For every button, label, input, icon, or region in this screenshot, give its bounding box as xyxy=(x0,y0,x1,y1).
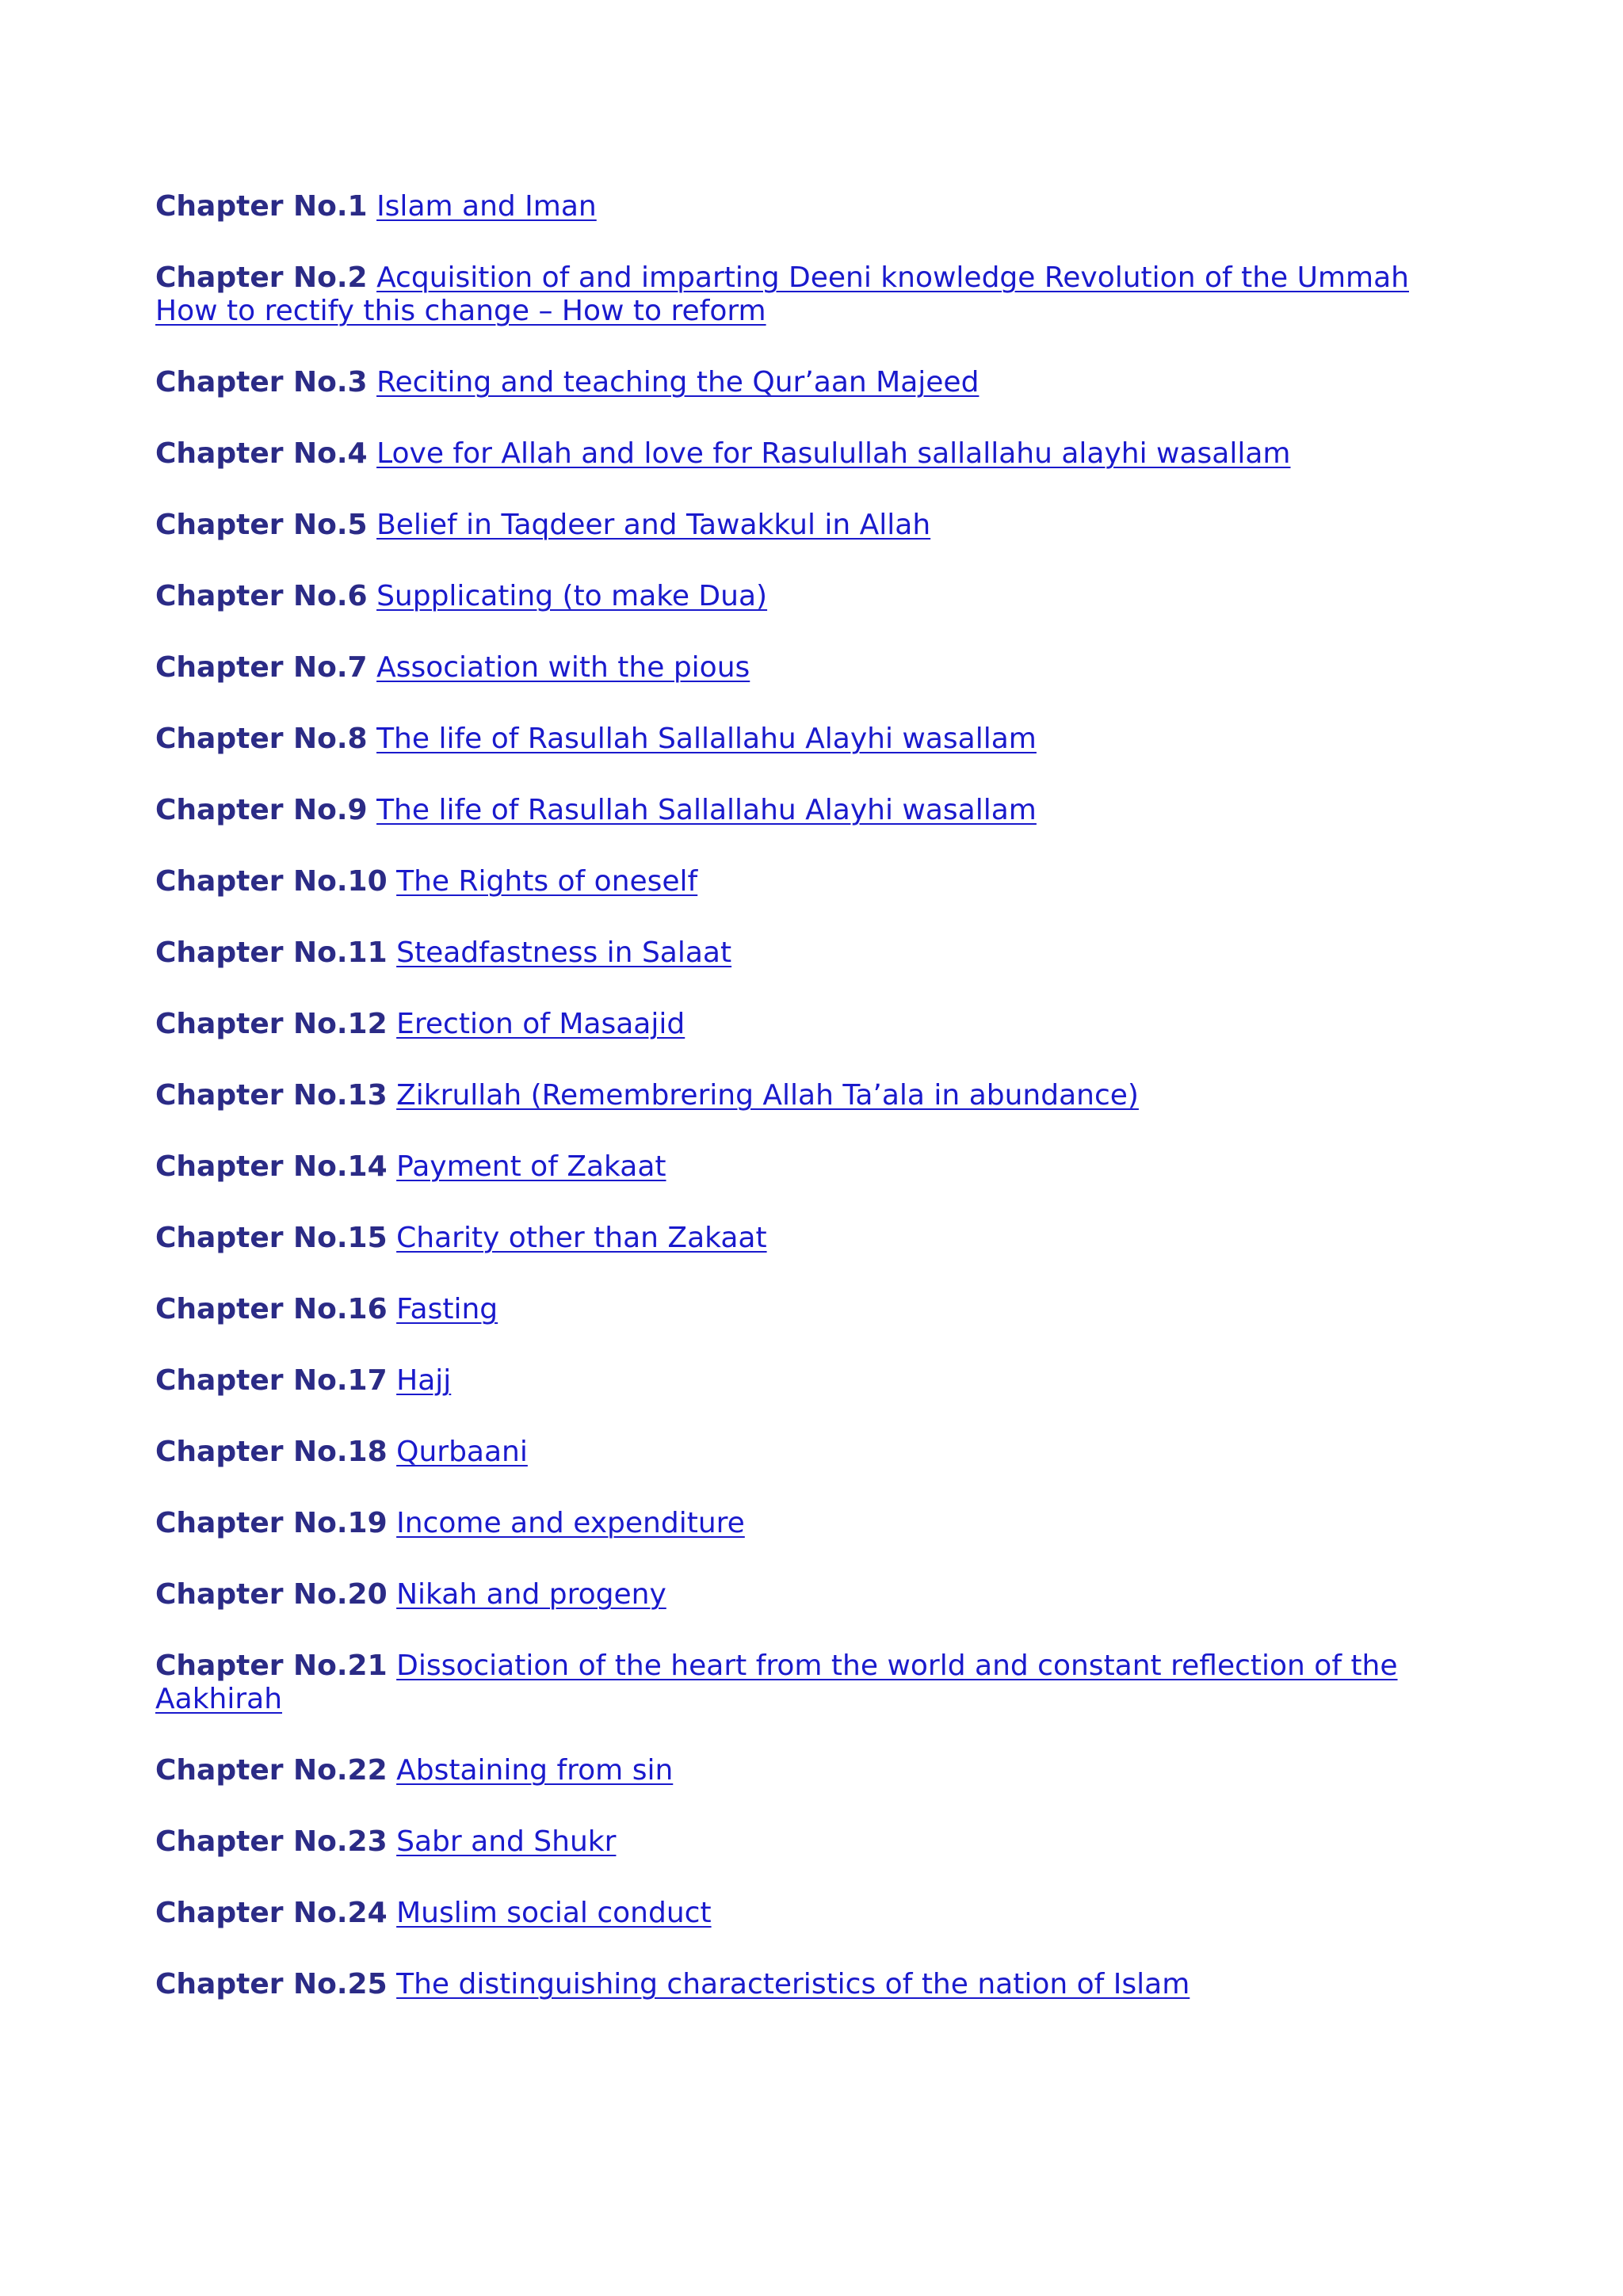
chapter-link-1[interactable]: Islam and Iman xyxy=(376,190,597,223)
chapter-entry-9 xyxy=(155,794,1455,827)
chapter-label: Chapter No.20 xyxy=(155,1578,388,1611)
chapter-label: Chapter No.14 xyxy=(155,1150,388,1183)
chapter-label: Chapter No.13 xyxy=(155,1079,388,1112)
chapter-label: Chapter No.24 xyxy=(155,1897,388,1929)
chapter-label: Chapter No.21 xyxy=(155,1650,388,1682)
chapter-label: Chapter No.25 xyxy=(155,1968,388,2000)
chapter-label: Chapter No.12 xyxy=(155,1008,388,1040)
chapter-entry-11 xyxy=(155,936,1455,970)
chapter-entry-6 xyxy=(155,580,1455,613)
chapter-entry-13 xyxy=(155,1079,1455,1112)
chapter-link-5[interactable]: Belief in Taqdeer and Tawakkul in Allah xyxy=(376,509,931,541)
chapter-link-12[interactable]: Erection of Masaajid xyxy=(396,1008,685,1040)
chapter-link-2[interactable]: Acquisition of and imparting Deeni knowledge Revolution of the Ummah How to rectify this change – How to reform xyxy=(155,261,1409,327)
chapter-link-25[interactable]: The distinguishing characteristics of the nation of Islam xyxy=(396,1968,1190,2000)
chapter-link-3[interactable]: Reciting and teaching the Qur’aan Majeed xyxy=(376,366,980,399)
chapter-entry-12 xyxy=(155,1008,1455,1041)
chapter-entry-18 xyxy=(155,1436,1455,1469)
chapter-label: Chapter No.4 xyxy=(155,437,368,470)
chapter-link-7[interactable]: Association with the pious xyxy=(376,651,750,684)
chapter-link-17[interactable]: Hajj xyxy=(396,1364,452,1397)
chapter-entry-23 xyxy=(155,1825,1455,1859)
chapter-link-23[interactable]: Sabr and Shukr xyxy=(396,1825,617,1858)
chapter-label: Chapter No.3 xyxy=(155,366,368,399)
chapter-entry-20 xyxy=(155,1578,1455,1611)
chapter-link-19[interactable]: Income and expenditure xyxy=(396,1507,745,1539)
chapter-entry-2 xyxy=(155,261,1455,328)
chapter-entry-5 xyxy=(155,509,1455,542)
chapter-link-14[interactable]: Payment of Zakaat xyxy=(396,1150,666,1183)
chapter-label: Chapter No.18 xyxy=(155,1436,388,1468)
chapter-label: Chapter No.15 xyxy=(155,1222,388,1254)
chapter-entry-8 xyxy=(155,723,1455,756)
chapter-list xyxy=(155,190,1455,2039)
chapter-label: Chapter No.22 xyxy=(155,1754,388,1787)
chapter-label: Chapter No.1 xyxy=(155,190,368,223)
chapter-entry-7 xyxy=(155,651,1455,685)
chapter-link-20[interactable]: Nikah and progeny xyxy=(396,1578,666,1611)
chapter-entry-25 xyxy=(155,1968,1455,2001)
chapter-label: Chapter No.16 xyxy=(155,1293,388,1325)
chapter-entry-4 xyxy=(155,437,1455,471)
chapter-entry-17 xyxy=(155,1364,1455,1398)
chapter-link-13[interactable]: Zikrullah (Remembrering Allah Ta’ala in abundance) xyxy=(396,1079,1139,1112)
chapter-link-11[interactable]: Steadfastness in Salaat xyxy=(396,936,732,969)
chapter-label: Chapter No.9 xyxy=(155,794,368,826)
chapter-entry-21 xyxy=(155,1650,1455,1716)
chapter-label: Chapter No.11 xyxy=(155,936,388,969)
chapter-entry-1 xyxy=(155,190,1455,223)
chapter-label: Chapter No.17 xyxy=(155,1364,388,1397)
chapter-entry-10 xyxy=(155,865,1455,898)
chapter-entry-19 xyxy=(155,1507,1455,1540)
chapter-entry-15 xyxy=(155,1222,1455,1255)
chapter-label: Chapter No.10 xyxy=(155,865,388,898)
chapter-link-9[interactable]: The life of Rasullah Sallallahu Alayhi wasallam xyxy=(376,794,1037,826)
chapter-link-21[interactable]: Dissociation of the heart from the world and constant reflection of the Aakhirah xyxy=(155,1650,1398,1715)
chapter-entry-22 xyxy=(155,1754,1455,1787)
chapter-label: Chapter No.7 xyxy=(155,651,368,684)
chapter-link-18[interactable]: Qurbaani xyxy=(396,1436,528,1468)
chapter-label: Chapter No.5 xyxy=(155,509,368,541)
chapter-link-16[interactable]: Fasting xyxy=(396,1293,498,1325)
chapter-label: Chapter No.8 xyxy=(155,723,368,755)
chapter-label: Chapter No.6 xyxy=(155,580,368,612)
chapter-label: Chapter No.2 xyxy=(155,261,368,294)
chapter-entry-24 xyxy=(155,1897,1455,1930)
chapter-label: Chapter No.23 xyxy=(155,1825,388,1858)
chapter-link-6[interactable]: Supplicating (to make Dua) xyxy=(376,580,768,612)
chapter-link-22[interactable]: Abstaining from sin xyxy=(396,1754,674,1787)
chapter-entry-14 xyxy=(155,1150,1455,1184)
chapter-label: Chapter No.19 xyxy=(155,1507,388,1539)
chapter-link-10[interactable]: The Rights of oneself xyxy=(396,865,698,898)
chapter-entry-16 xyxy=(155,1293,1455,1326)
chapter-link-4[interactable]: Love for Allah and love for Rasulullah sallallahu alayhi wasallam xyxy=(376,437,1291,470)
chapter-link-15[interactable]: Charity other than Zakaat xyxy=(396,1222,767,1254)
chapter-link-24[interactable]: Muslim social conduct xyxy=(396,1897,712,1929)
chapter-link-8[interactable]: The life of Rasullah Sallallahu Alayhi wasallam xyxy=(376,723,1037,755)
chapter-entry-3 xyxy=(155,366,1455,399)
